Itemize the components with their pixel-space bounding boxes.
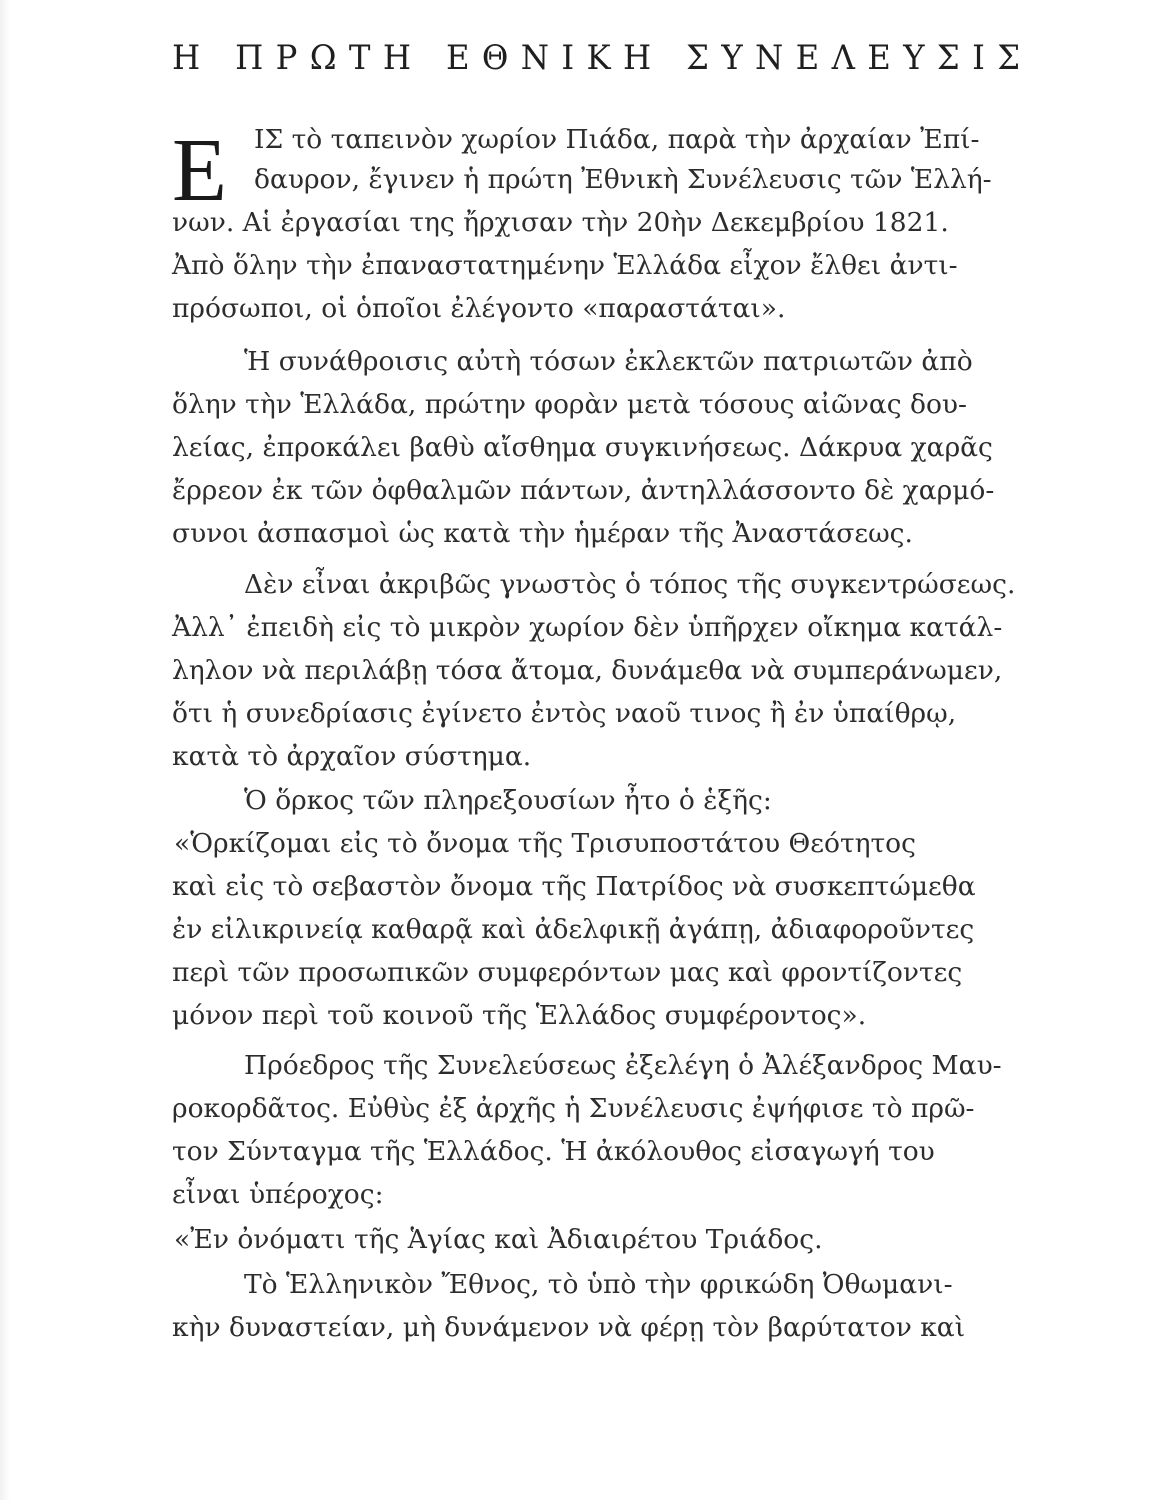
page-gutter-shadow [0, 0, 10, 1500]
text-line: συνοι ἀσπασμοὶ ὡς κατὰ τὴν ἡμέραν τῆς Ἀναστάσεως. [172, 518, 913, 549]
text-line: μόνον περὶ τοῦ κοινοῦ τῆς Ἑλλάδος συμφέροντος». [172, 1000, 867, 1031]
text-line: κὴν δυναστείαν, μὴ δυνάμενον νὰ φέρῃ τὸν βαρύτατον καὶ [172, 1312, 966, 1343]
text-line: Ἡ συνάθροισις αὐτὴ τόσων ἐκλεκτῶν πατριωτῶν ἀπὸ [244, 346, 973, 377]
text-line: ΙΣ τὸ ταπεινὸν χωρίον Πιάδα, παρὰ τὴν ἀρχαίαν Ἐπί- [254, 124, 980, 155]
text-line: κατὰ τὸ ἀρχαῖον σύστημα. [172, 741, 532, 772]
text-line: Ὁ ὅρκος τῶν πληρεξουσίων ἦτο ὁ ἑξῆς: [244, 785, 772, 816]
text-line: ροκορδᾶτος. Εὐθὺς ἐξ ἀρχῆς ἡ Συνέλευσις ἐψήφισε τὸ πρῶ- [172, 1093, 975, 1124]
text-line: ἔρρεον ἐκ τῶν ὀφθαλμῶν πάντων, ἀντηλλάσσοντο δὲ χαρμό- [172, 475, 995, 506]
text-line: καὶ εἰς τὸ σεβαστὸν ὄνομα τῆς Πατρίδος νὰ συσκεπτώμεθα [172, 871, 976, 902]
text-line: «Ἐν ὀνόματι τῆς Ἁγίας καὶ Ἀδιαιρέτου Τριάδος. [174, 1224, 823, 1255]
text-line: λείας, ἐπροκάλει βαθὺ αἴσθημα συγκινήσεως. Δάκρυα χαρᾶς [172, 432, 993, 463]
text-line: Ἀλλ᾽ ἐπειδὴ εἰς τὸ μικρὸν χωρίον δὲν ὑπῆρχεν οἴκημα κατάλ- [172, 612, 1003, 643]
text-line: περὶ τῶν προσωπικῶν συμφερόντων μας καὶ φροντίζοντες [172, 957, 963, 988]
text-line: Δὲν εἶναι ἀκριβῶς γνωστὸς ὁ τόπος τῆς συγκεντρώσεως. [244, 569, 1016, 600]
text-line: τον Σύνταγμα τῆς Ἑλλάδος. Ἡ ἀκόλουθος εἰσαγωγή του [172, 1136, 935, 1167]
text-line: Πρόεδρος τῆς Συνελεύσεως ἐξελέγη ὁ Ἀλέξανδρος Μαυ- [244, 1050, 1002, 1081]
drop-cap: Ε [172, 121, 227, 220]
chapter-title: Η ΠΡΩΤΗ ΕΘΝΙΚΗ ΣΥΝΕΛΕΥΣΙΣ [172, 38, 1033, 78]
text-line: πρόσωποι, οἱ ὁποῖοι ἐλέγοντο «παραστάται». [172, 293, 786, 324]
text-line: νων. Αἱ ἐργασίαι της ἤρχισαν τὴν 20ὴν Δεκεμβρίου 1821. [172, 207, 949, 238]
text-line: ἐν εἰλικρινείᾳ καθαρᾷ καὶ ἀδελφικῇ ἀγάπῃ, ἀδιαφοροῦντες [172, 914, 975, 945]
text-line: ὅτι ἡ συνεδρίασις ἐγίνετο ἐντὸς ναοῦ τινος ἢ ἐν ὑπαίθρῳ, [172, 698, 957, 729]
text-line: «Ὁρκίζομαι εἰς τὸ ὄνομα τῆς Τρισυποστάτου Θεότητος [174, 828, 916, 859]
text-line: ληλον νὰ περιλάβῃ τόσα ἄτομα, δυνάμεθα νὰ συμπεράνωμεν, [172, 655, 1003, 686]
text-line: Ἀπὸ ὅλην τὴν ἐπαναστατημένην Ἑλλάδα εἶχον ἔλθει ἀντι- [172, 250, 958, 281]
text-line: Τὸ Ἑλληνικὸν Ἔθνος, τὸ ὑπὸ τὴν φρικώδη Ὀθωμανι- [244, 1269, 953, 1300]
text-line: δαυρον, ἔγινεν ἡ πρώτη Ἐθνικὴ Συνέλευσις τῶν Ἑλλή- [254, 164, 992, 195]
text-line: εἶναι ὑπέροχος: [172, 1179, 384, 1210]
text-line: ὅλην τὴν Ἑλλάδα, πρώτην φορὰν μετὰ τόσους αἰῶνας δου- [172, 389, 967, 420]
